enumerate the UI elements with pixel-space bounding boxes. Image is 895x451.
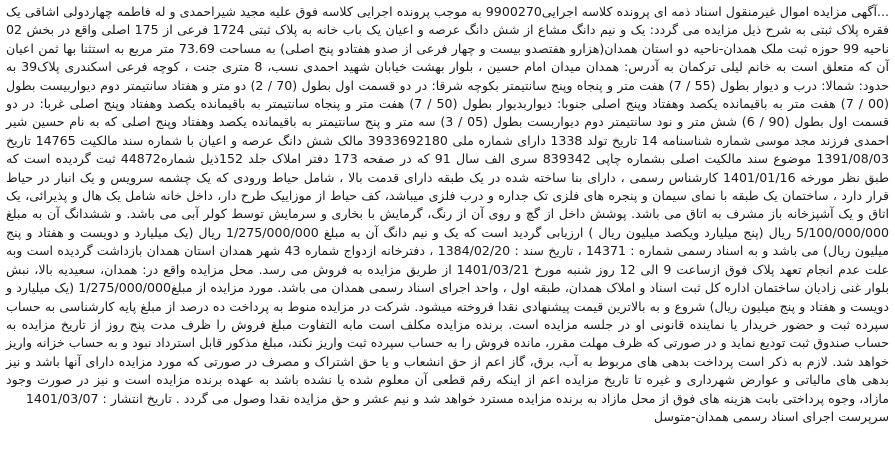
auction-notice <box>6 3 889 426</box>
notice-signature: سرپرست اجرای اسناد رسمی همدان-متوسل <box>653 408 889 424</box>
notice-body-text: ...آگهی مزایده اموال غیرمنقول اسناد ذمه ای پرونده کلاسه اجرایی9900270 به موجب پرونده اجرایی کلاسه فوق علیه مجید شیراحمدی و له فاطمه چهاردولی اشاقی یک فقره پلاک ثبتی به شرح ذیل مزایده می گردد: یک و نیم دانگ مشاع از شش دانگ عرصه و اعیان یک باب خانه به پلاک ثبتی 1724 فرعی از 175 اصلی واقع در بخش 02 ناحیه 99 حوزه ثبت ملک همدان-ناحیه دو استان همدان(هزارو هفتصدو بیست و چهار فرعی از صدو هفتادو پنج اصلی) به مساحت 73.69 متر مربع به استثنا بها ثمن اعیان آن که متعلق است به خانم لیلی ترکمان به آدرس: همدان میدان امام حسین ، بلوار بهشت خیابان شهید احمدی نسب، 8 متری جنت ، کوچه فرعی اسکندری پلاک39 به حدود: شمالا: درب و دیوار بطول (55 / 7) هفت متر و پنجاه وپنج سانتیمتر بکوچه شرقا: در دو قسمت اول بطول (70 / 2) دو متر و هفتاد سانتیمتر دوم دیواربیست بطول (00 / 7) هفت متر به باقیمانده یکصد وهفتاد وپنج اصلی جنوبا: دیواربدیوار بطول (50 / 7) هفت متر و پنجاه سانتیمتر به باقیمانده یکصد وهفتاد وپنج اصلی غربا: در دو قسمت اول بطول (90 / 6) شش متر و نود سانتیمتر دوم دیواربست بطول (05 / 3) سه متر و پنج سانتیمتر به باقیمانده یکصد وهفتاد وپنج اصلی که به نام حسین شیر احمدی فرزند مجد موسی شماره شناسنامه 14 تاریخ تولد 1338 دارای شماره ملی 3933692180 مالک شش دانگ عرصه و اعیان با شماره سند مالکیت 14765 تاریخ 1391/08/03 موضوع سند مالکیت اصلی بشماره چاپی 839342 سری الف سال 91 که در صفحه 173 دفتر املاک جلد 152ذیل شماره44872 ثبت گردیده است که طبق نظر مورخه 1401/01/16 کارشناس رسمی ، دارای بنا ساخته شده در یک طبقه دارای قدمت بالا ، شامل حیاط ورودی که یک چشمه سرویس و یک انبار در حیاط قرار دارد ، ساختمان یک طبقه با نمای سیمان و پنجره های فلزی تک جداره و درب فلزی میباشد، کف حیاط از موزاییک طرح دار، داخل خانه شامل یک هال و پذیرائی، یک اتاق و یک آشپزخانه باز مشرف به اتاق می باشد. پوشش داخل از گچ و روی آن از رنگ، گرمایش با بخاری و سرمایش توسط کولر آبی می باشد. و ششدانگ آن به مبلغ 5/100/000/000 ریال (پنج میلیارد ویکصد میلیون ریال ) ارزیابی گردید است که یک و نیم دانگ آن به مبلغ 1/275/000/000 ریال (یک میلیارد و دویست و هفتاد و پنج میلیون ریال) می باشد و به اسناد رسمی شماره : 14371 ، تاریخ سند : 1384/02/20 ، دفترخانه ازدواج شماره 43 شهر همدان استان همدان بازداشت گردیده است وبه علت عدم انجام تعهد پلاک فوق ازساعت 9 الی 12 روز شنبه مورخ 1401/03/21 از طریق مزایده به فروش می رسد. محل مزایده واقع در: همدان، سعیدیه بالا، نبش بلوار غنی زادیان ساختمان اداره کل ثبت اسناد و املاک همدان، طبقه اول ، واحد اجرای اسناد رسمی همدان می باشد. مورد مزایده از مبلغ1/275/000/000 (یک میلیارد و دویست و هفتاد و پنج میلیون ریال) شروع و به بالاترین قیمت پیشنهادی نقدا فروخته میشود. شرکت در مزایده منوط به پرداخت ده درصد از مبلغ پایه کارشناسی به حساب سپرده ثبت و حضور خریدار یا نماینده قانونی او در جلسه مزایده است. برنده مزایده مکلف است مابه التفاوت مبلغ فروش را ظرف مدت پنج روز از تاریخ مزایده به حساب صندوق ثبت تودیع نماید و در صورتی که ظرف مهلت مقرر، مانده فروش را به حساب سپرده ثبت واریز نکند، مبلغ مذکور قابل استرداد نبود و به حساب خزانه واریز خواهد شد. لازم به ذکر است پرداخت بدهی های مربوط به آب، برق، گاز اعم از حق انشعاب و یا حق اشتراک و مصرف در صورتی که مورد مزایده دارای آنها باشد و نیز بدهی های مالیاتی و عوارض شهرداری و غیره تا تاریخ مزایده اعم از اینکه رقم قطعی آن معلوم شده یا نشده باشد به عهده برنده مزایده است و نیز در صورت وجود مازاد، وجوه پرداختی بابت هزینه های فوق از محل مازاد به برنده مزایده مسترد خواهد شد و نیم عشر و حق مزایده نقدا وصول می گردد . تاریخ انتشار : 1401/03/07 <box>6 4 890 406</box>
